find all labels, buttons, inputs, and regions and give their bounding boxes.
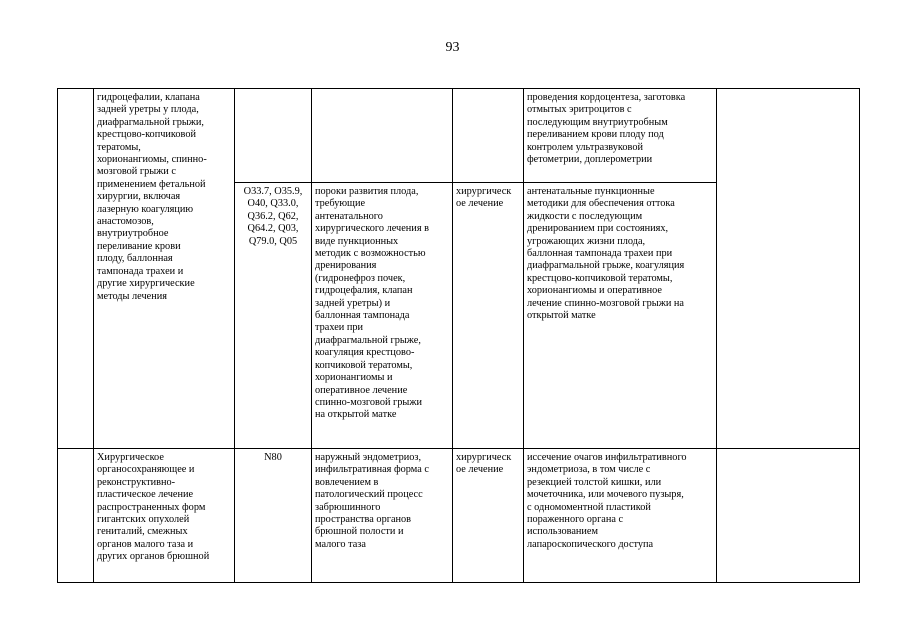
table-row (58, 449, 860, 583)
patient-model-cell: пороки развития плода, требующие антенатального хирургического лечения в виде пункционных методик с возможностью дренирования (гидронефроз почек, гидроцефалия, клапан задней уретры) и баллонная тампонада трахеи при диафрагмальной грыже, коагуляция крестцово- копчиковой тератомы, хорионангиомы и оперативное лечение спинно-мозговой грыжи на открытой матке (312, 183, 453, 449)
codes-cell: O33.7, O35.9, O40, Q33.0, Q36.2, Q62, Q64.2, Q03, Q79.0, Q05 (235, 183, 312, 449)
method-cell: проведения кордоцентеза, заготовка отмытых эритроцитов с последующим внутриутробным переливанием крови плоду под контролем ультразвуковой фетометрии, доплерометрии (524, 89, 717, 183)
page-number: 93 (445, 40, 460, 55)
cost-cell (717, 89, 860, 449)
method-cell: иссечение очагов инфильтративного эндометриоза, в том числе с резекцией толстой кишки, или мочеточника, или мочевого пузыря, с одномоментной пластикой пораженного органа с использованием лапароскопического доступа (524, 449, 717, 583)
treatment-table (57, 88, 860, 583)
number-cell (58, 89, 94, 449)
cost-cell (717, 449, 860, 583)
treatment-type-cell: хирургическ ое лечение (453, 183, 524, 449)
table-row (58, 89, 860, 183)
patient-model-cell: наружный эндометриоз, инфильтративная форма с вовлечением в патологический процесс забрюшинного пространства органов брюшной полости и малого таза (312, 449, 453, 583)
description-cell: гидроцефалии, клапана задней уретры у плода, диафрагмальной грыжи, крестцово-копчиковой тератомы, хорионангиомы, спинно- мозговой грыжи с применением фетальной хирургии, включая лазерную коагуляцию анастомозов, внутриутробное переливание крови плоду, баллонная тампонада трахеи и другие хирургические методы лечения (94, 89, 235, 449)
codes-cell (235, 89, 312, 183)
patient-model-cell (312, 89, 453, 183)
treatment-type-cell (453, 89, 524, 183)
codes-cell: N80 (235, 449, 312, 583)
treatment-type-cell: хирургическ ое лечение (453, 449, 524, 583)
number-cell (58, 449, 94, 583)
method-cell: антенатальные пункционные методики для обеспечения оттока жидкости с последующим дренированием при состояниях, угрожающих жизни плода, баллонная тампонада трахеи при диафрагмальной грыже, коагуляция крестцово-копчиковой тератомы, хорионангиомы и оперативное лечение спинно-мозговой грыжи на открытой матке (524, 183, 717, 449)
description-cell: Хирургическое органосохраняющее и реконструктивно- пластическое лечение распространенных форм гигантских опухолей гениталий, смежных органов малого таза и других органов брюшной (94, 449, 235, 583)
